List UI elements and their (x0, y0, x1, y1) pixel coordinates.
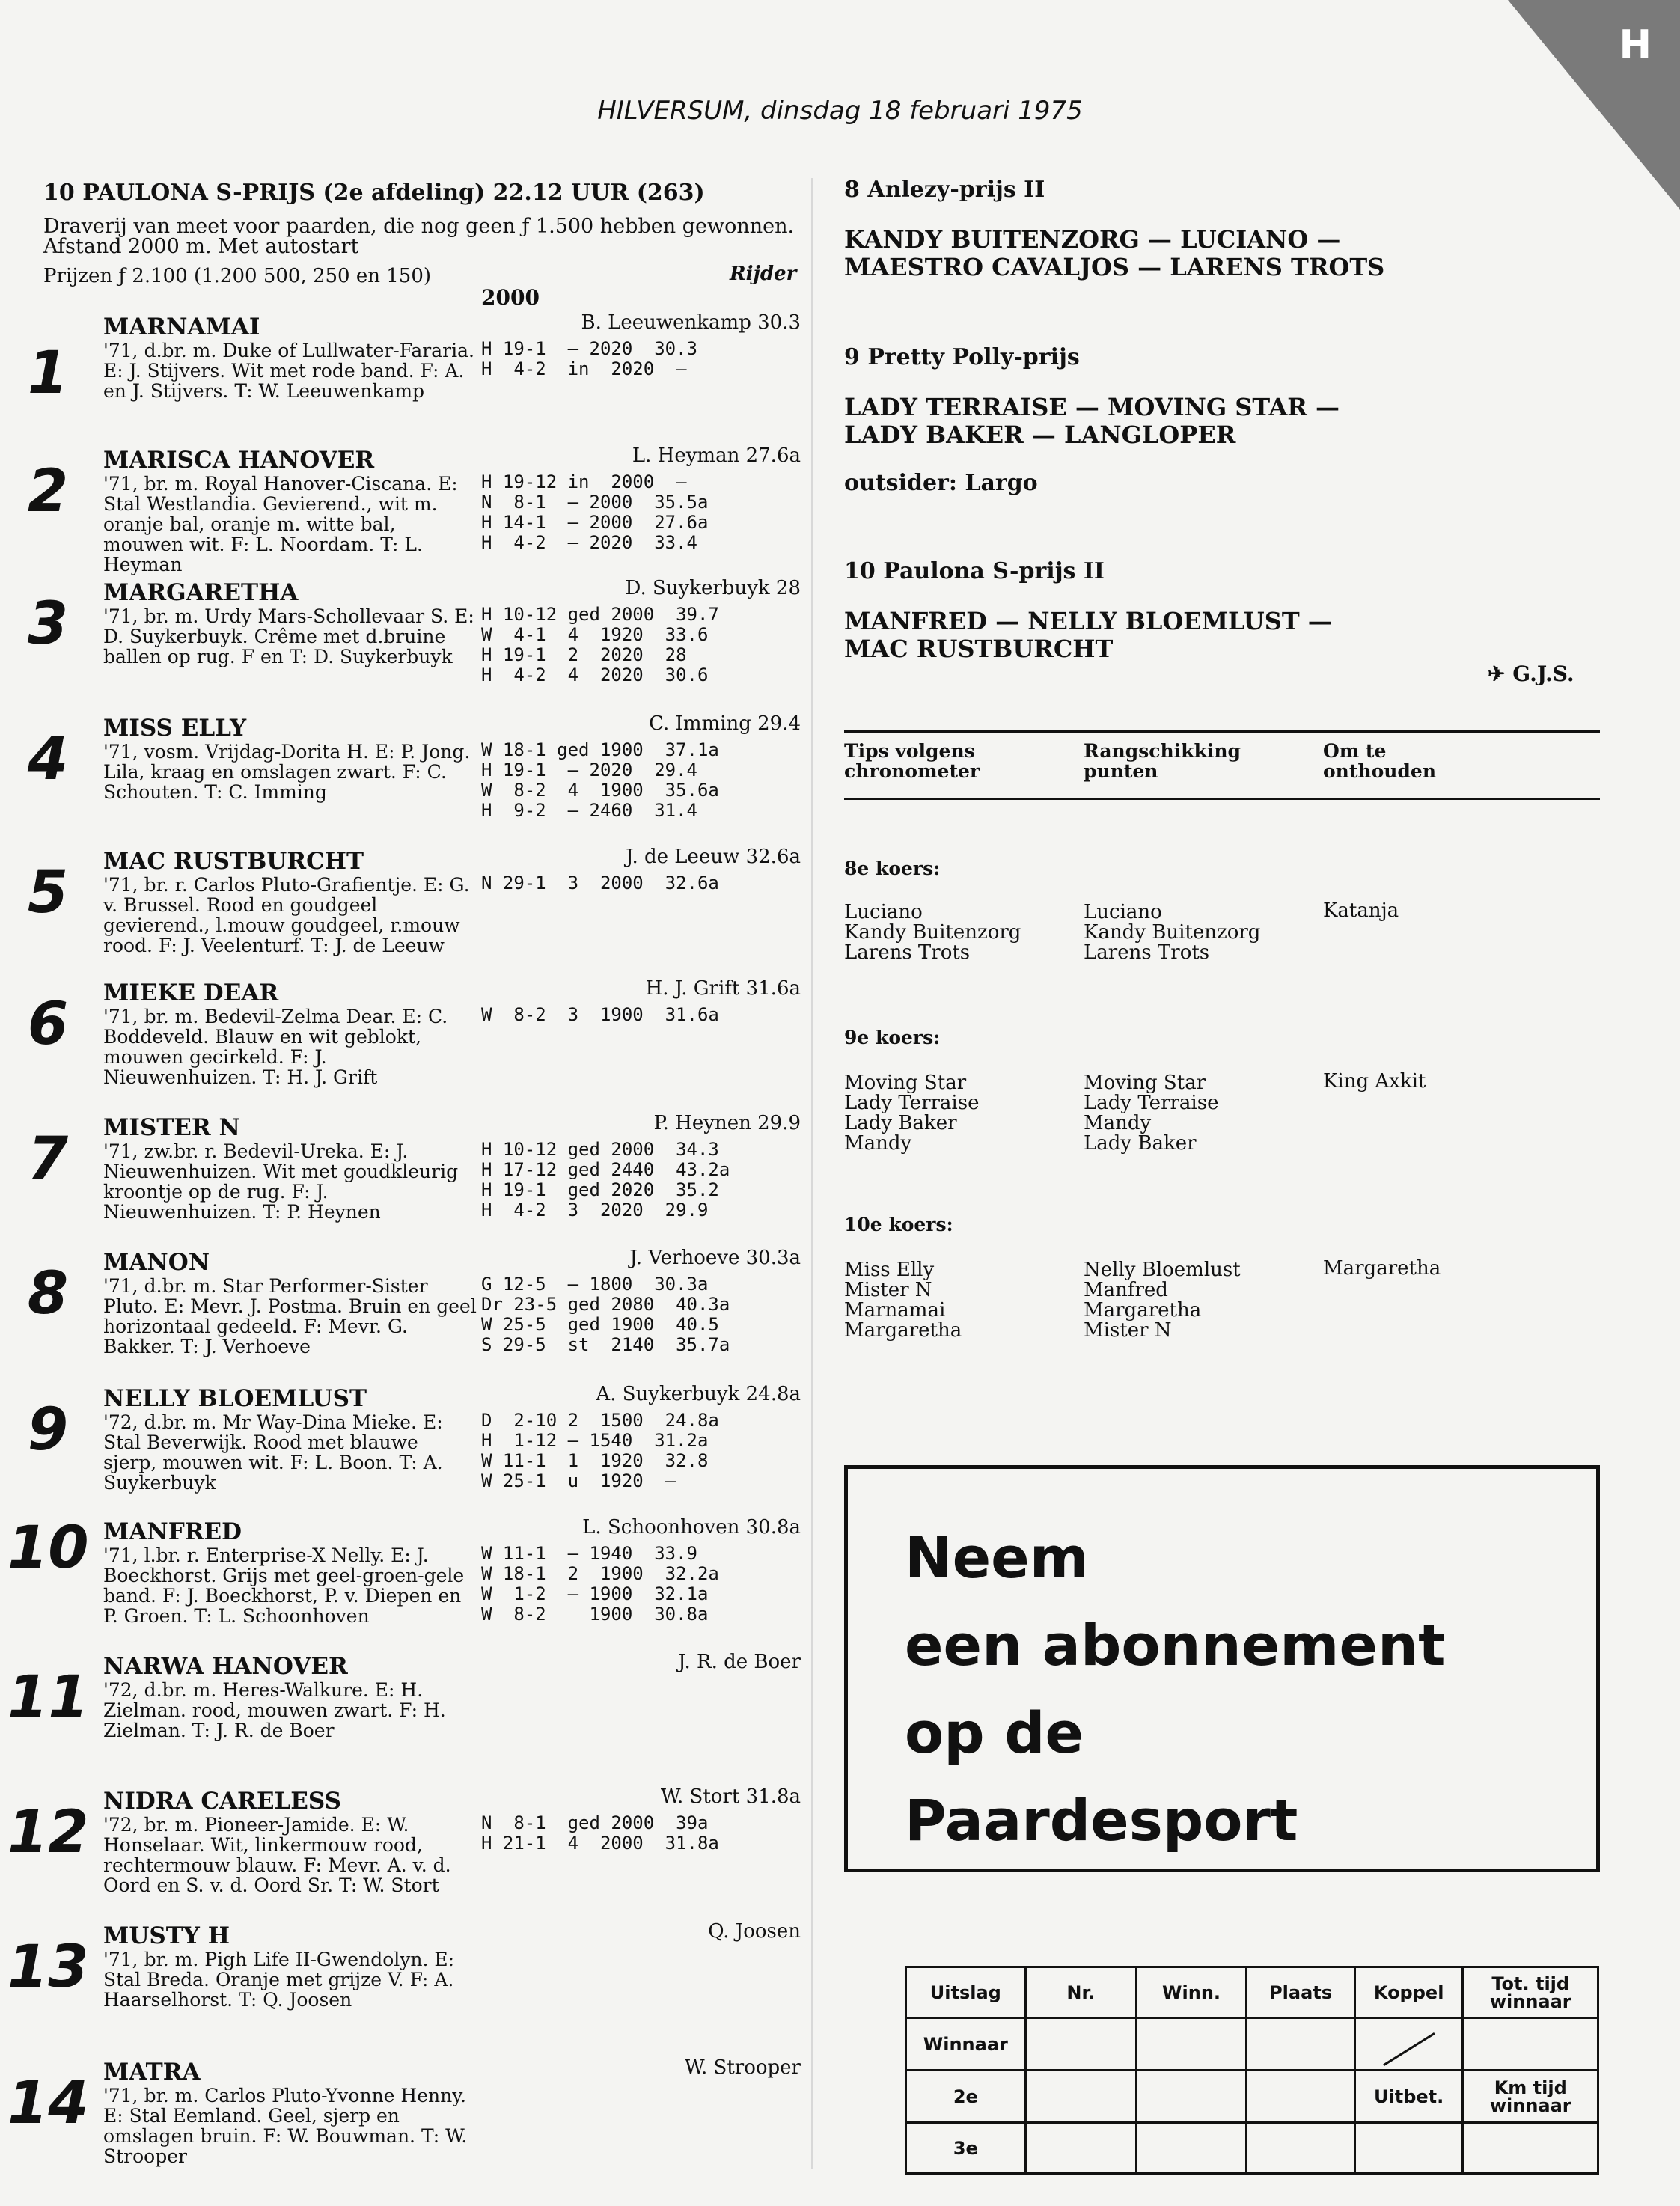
horse-description: '71, d.br. m. Star Performer-Sister Pluto. E: Mevr. J. Postma. Bruin en geel horizontaal gedeeld. F: Mevr. G. Bakker. T: J. Verhoeve (103, 1275, 477, 1357)
horse-number: 13 (7, 1934, 89, 2001)
cell-empty[interactable] (1025, 2071, 1136, 2123)
horse-name: MARNAMAI (103, 314, 260, 340)
horse-description: '71, br. m. Pigh Life II-Gwendolyn. E: Stal Breda. Oranje met grijze V. F: A. Haarselhorst. T: Q. Joosen (103, 1949, 455, 2011)
horse-number: 9 (27, 1396, 69, 1464)
cell-empty[interactable] (1463, 2018, 1598, 2071)
ad-line-2: een abonnement (905, 1612, 1446, 1678)
column-divider (811, 178, 813, 2169)
horse-description: '71, zw.br. r. Bedevil-Ureka. E: J. Nieuwenhuizen. Wit met goudkleurig kroontje op de rug. F: J. Nieuwenhuizen. T: P. Heynen (103, 1140, 459, 1223)
horse-results: H 19-1 — 2020 30.3 H 4-2 in 2020 — (481, 338, 697, 379)
row-winnaar: Winnaar (906, 2018, 1026, 2071)
horse-name: MATRA (103, 2059, 201, 2086)
horse-results: H 10-12 ged 2000 39.7 W 4-1 4 1920 33.6 H 19-1 2 2020 28 H 4-2 4 2020 30.6 (481, 604, 719, 685)
horse-rider: W. Stort 31.8a (660, 1785, 801, 1808)
tip-picks-8: KANDY BUITENZORG — LUCIANO — MAESTRO CAVALJOS — LARENS TROTS (844, 225, 1385, 281)
horse-name: NELLY BLOEMLUST (103, 1385, 367, 1412)
cell-empty[interactable] (1025, 2018, 1136, 2071)
col-plaats: Plaats (1247, 1967, 1355, 2018)
horse-description: '71, br. m. Royal Hanover-Ciscana. E: Stal Westlandia. Gevierend., wit m. oranje bal, oranje m. witte bal, mouwen wit. F: L. Noordam. T: L. Heyman (103, 473, 458, 575)
col-tot-tijd: Tot. tijd winnaar (1463, 1967, 1598, 2018)
horse-number: 4 (27, 726, 69, 793)
cell-koppel-slash (1354, 2018, 1463, 2071)
koers-8-punten: Luciano Kandy Buitenzorg Larens Trots (1084, 901, 1261, 964)
koers-10-punten: Nelly Bloemlust Manfred Margaretha Mister N (1084, 1259, 1241, 1342)
cell-empty[interactable] (1247, 2071, 1355, 2123)
cell-km-tijd: Km tijd winnaar (1463, 2071, 1598, 2123)
horse-description: '71, br. m. Carlos Pluto-Yvonne Henny. E: Stal Eemland. Geel, sjerp en omslagen bruin. F: W. Bouwman. T: W. Strooper (103, 2085, 468, 2167)
col-koppel: Koppel (1354, 1967, 1463, 2018)
distance-header: 2000 (481, 285, 540, 310)
cell-empty[interactable] (1136, 2018, 1246, 2071)
koers-label-9: 9e koers: (844, 1027, 941, 1048)
horse-results: W 11-1 — 1940 33.9 W 18-1 2 1900 32.2a W 1-2 — 1900 32.1a W 8-2 1900 30.8a (481, 1543, 719, 1625)
horse-rider: B. Leeuwenkamp 30.3 (581, 311, 801, 334)
horse-name: MARGARETHA (103, 579, 299, 606)
horse-rider: W. Strooper (684, 2056, 801, 2079)
rider-column-header: Rijder (730, 263, 797, 285)
tip-outsider: outsider: Largo (844, 470, 1038, 496)
column-header-punten: Rangschikking punten (1084, 740, 1241, 782)
cell-empty[interactable] (1247, 2018, 1355, 2071)
tip-title-10: 10 Paulona S-prijs II (844, 558, 1105, 584)
horse-description: '71, br. r. Carlos Pluto-Grafientje. E: G. v. Brussel. Rood en goudgeel gevierend., l.mouw goudgeel, r.mouw rood. F: J. Veelenturf. T: J. de Leeuw (103, 874, 470, 956)
cell-empty[interactable] (1247, 2123, 1355, 2174)
row-3e: 3e (906, 2123, 1026, 2174)
horse-number: 8 (27, 1260, 69, 1327)
horse-description: '72, d.br. m. Heres-Walkure. E: H. Zielman. rood, mouwen zwart. F: H. Zielman. T: J. R. de Boer (103, 1679, 446, 1741)
col-winn: Winn. (1136, 1967, 1246, 2018)
horse-number: 14 (7, 2070, 89, 2137)
cell-empty[interactable] (1136, 2071, 1246, 2123)
horse-number: 12 (7, 1799, 89, 1866)
race-prizes: Prijzen ƒ 2.100 (1.200 500, 250 en 150) (43, 265, 432, 287)
koers-8-chronometer: Luciano Kandy Buitenzorg Larens Trots (844, 901, 1021, 964)
horse-number: 6 (27, 991, 69, 1058)
horse-rider: P. Heynen 29.9 (653, 1112, 801, 1134)
col-uitslag: Uitslag (906, 1967, 1026, 2018)
column-header-chronometer: Tips volgens chronometer (844, 740, 980, 782)
ad-text (905, 1514, 1445, 1864)
horse-number: 10 (7, 1515, 89, 1582)
cell-empty[interactable] (1354, 2123, 1463, 2174)
horse-results: H 10-12 ged 2000 34.3 H 17-12 ged 2440 43.2a H 19-1 ged 2020 35.2 H 4-2 3 2020 29.9 (481, 1139, 730, 1220)
horse-number: 2 (27, 458, 69, 525)
horse-number: 3 (27, 590, 69, 658)
ad-line-1: Neem (905, 1524, 1089, 1591)
signature: ✈ G.J.S. (1488, 662, 1574, 686)
horse-description: '71, d.br. m. Duke of Lullwater-Fararia. E: J. Stijvers. Wit met rode band. F: A. en J. Stijvers. T: W. Leeuwenkamp (103, 340, 474, 402)
koers-10-onthouden: Margaretha (1323, 1257, 1441, 1280)
horse-rider: Q. Joosen (708, 1920, 801, 1943)
col-nr: Nr. (1025, 1967, 1136, 2018)
horse-results: G 12-5 — 1800 30.3a Dr 23-5 ged 2080 40.3a W 25-5 ged 1900 40.5 S 29-5 st 2140 35.7a (481, 1274, 730, 1355)
horse-rider: D. Suykerbuyk 28 (625, 577, 801, 599)
horse-results: N 8-1 ged 2000 39a H 21-1 4 2000 31.8a (481, 1812, 719, 1854)
koers-label-10: 10e koers: (844, 1214, 953, 1235)
horse-number: 5 (27, 859, 69, 926)
koers-10-chronometer: Miss Elly Mister N Marnamai Margaretha (844, 1259, 962, 1342)
cell-uitbet: Uitbet. (1354, 2071, 1463, 2123)
ad-line-4: Paardesport (905, 1787, 1298, 1854)
horse-name: NIDRA CARELESS (103, 1788, 341, 1815)
koers-9-punten: Moving Star Lady Terraise Mandy Lady Baker (1084, 1072, 1219, 1155)
horse-name: MAC RUSTBURCHT (103, 848, 364, 875)
table-header-rule (844, 798, 1600, 800)
horse-description: '72, d.br. m. Mr Way-Dina Mieke. E: Stal Beverwijk. Rood met blauwe sjerp, mouwen wit. F: L. Boon. T: A. Suykerbuyk (103, 1411, 443, 1494)
horse-rider: L. Heyman 27.6a (632, 444, 801, 467)
horse-description: '71, br. m. Bedevil-Zelma Dear. E: C. Boddeveld. Blauw en wit geblokt, mouwen gecirkeld. F: J. Nieuwenhuizen. T: H. J. Grift (103, 1006, 448, 1088)
horse-name: MISS ELLY (103, 715, 247, 742)
horse-rider: A. Suykerbuyk 24.8a (596, 1383, 801, 1405)
horse-results: W 8-2 3 1900 31.6a (481, 1004, 719, 1025)
tip-title-9: 9 Pretty Polly-prijs (844, 344, 1080, 370)
koers-label-8: 8e koers: (844, 858, 941, 879)
horse-results: D 2-10 2 1500 24.8a H 1-12 — 1540 31.2a W 11-1 1 1920 32.8 W 25-1 u 1920 — (481, 1410, 719, 1491)
ad-line-3: op de (905, 1699, 1084, 1766)
horse-rider: J. de Leeuw 32.6a (626, 846, 801, 868)
tip-title-8: 8 Anlezy-prijs II (844, 177, 1045, 203)
column-header-onthouden: Om te onthouden (1323, 740, 1436, 782)
tip-picks-9: LADY TERRAISE — MOVING STAR — LADY BAKER — LANGLOPER (844, 393, 1340, 449)
slash-mark (1383, 2032, 1435, 2066)
cell-empty[interactable] (1463, 2123, 1598, 2174)
horse-description: '71, l.br. r. Enterprise-X Nelly. E: J. Boeckhorst. Grijs met geel-groen-gele band. F: J. Boeckhorst, P. v. Diepen en P. Groen. T: L. Schoonhoven (103, 1544, 465, 1627)
race-title: 10 PAULONA S-PRIJS (2e afdeling) 22.12 UUR (263) (43, 180, 705, 206)
subscription-ad (844, 1465, 1600, 1872)
cell-empty[interactable] (1025, 2123, 1136, 2174)
horse-name: MANFRED (103, 1518, 242, 1545)
horse-name: MANON (103, 1249, 210, 1276)
cell-empty[interactable] (1136, 2123, 1246, 2174)
horse-results: W 18-1 ged 1900 37.1a H 19-1 — 2020 29.4 W 8-2 4 1900 35.6a H 9-2 — 2460 31.4 (481, 739, 719, 821)
horse-name: NARWA HANOVER (103, 1653, 348, 1680)
table-top-rule (844, 730, 1600, 733)
koers-8-onthouden: Katanja (1323, 899, 1399, 922)
result-table (905, 1966, 1599, 2175)
horse-number: 7 (27, 1125, 69, 1193)
koers-9-onthouden: King Axkit (1323, 1070, 1426, 1093)
horse-description: '71, br. m. Urdy Mars-Schollevaar S. E: D. Suykerbuyk. Crême met d.bruine ballen op rug. F en T: D. Suykerbuyk (103, 605, 474, 667)
horse-description: '71, vosm. Vrijdag-Dorita H. E: P. Jong. Lila, kraag en omslagen zwart. F: C. Schouten. T: C. Imming (103, 741, 471, 803)
row-2e: 2e (906, 2071, 1026, 2123)
horse-rider: H. J. Grift 31.6a (645, 977, 801, 1000)
horse-number: 11 (7, 1664, 89, 1732)
horse-rider: L. Schoonhoven 30.8a (582, 1516, 801, 1539)
horse-results: H 19-12 in 2000 — N 8-1 — 2000 35.5a H 14-1 — 2000 27.6a H 4-2 — 2020 33.4 (481, 471, 709, 553)
horse-name: MARISCA HANOVER (103, 447, 375, 474)
tip-picks-10: MANFRED — NELLY BLOEMLUST — MAC RUSTBURCHT (844, 607, 1332, 663)
horse-rider: J. Verhoeve 30.3a (629, 1247, 801, 1269)
horse-number: 1 (27, 340, 69, 407)
koers-9-chronometer: Moving Star Lady Terraise Lady Baker Mandy (844, 1072, 980, 1155)
horse-name: MUSTY H (103, 1922, 230, 1949)
horse-rider: C. Imming 29.4 (649, 712, 801, 735)
page-header: HILVERSUM, dinsdag 18 februari 1975 (597, 96, 1083, 126)
corner-tab-letter: H (1619, 22, 1652, 67)
horse-rider: J. R. de Boer (678, 1651, 801, 1673)
horse-results: N 29-1 3 2000 32.6a (481, 873, 719, 893)
horse-name: MISTER N (103, 1114, 240, 1141)
horse-description: '72, br. m. Pioneer-Jamide. E: W. Honselaar. Wit, linkermouw rood, rechtermouw blauw. F: Mevr. A. v. d. Oord en S. v. d. Oord Sr. T: W. Stort (103, 1814, 451, 1896)
horse-name: MIEKE DEAR (103, 980, 279, 1006)
race-description: Draverij van meet voor paarden, die nog geen ƒ 1.500 hebben gewonnen. Afstand 2000 m. Met autostart (43, 215, 795, 258)
